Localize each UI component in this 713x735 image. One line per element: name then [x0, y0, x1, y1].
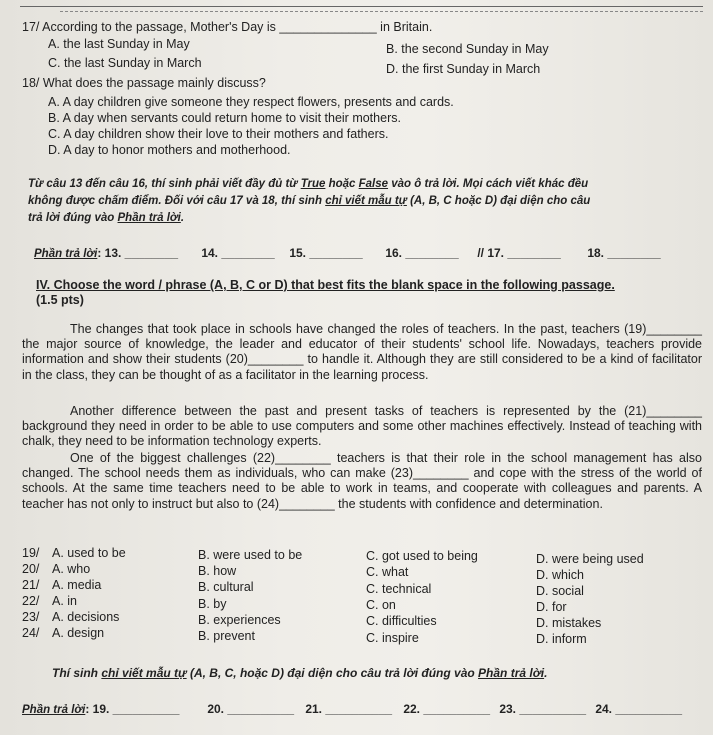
- instruction1-line2: không được chấm điểm. Đối với câu 17 và 18, thí sinh chỉ viết mẫu tự (A, B, C hoặc D) đại diện cho câu: [28, 195, 591, 207]
- answer-slot-19[interactable]: : 19. __________: [85, 702, 180, 716]
- option-num-20: 20/: [22, 562, 40, 576]
- instruction2: Thí sinh chỉ viết mẫu tự (A, B, C, hoặc D) đại diện cho câu trả lời đúng vào Phần trả lời.: [52, 666, 548, 680]
- answer-row-1: [34, 246, 661, 260]
- instruction1-line3: trả lời đúng vào Phần trả lời.: [28, 212, 185, 224]
- option-21-a: A. media: [52, 578, 102, 592]
- header-rule: [20, 6, 703, 7]
- q17-option-a: A. the last Sunday in May: [48, 37, 190, 51]
- passage-paragraph-3: One of the biggest challenges (22)________ teachers is that their role in the school management has also changed. The school needs them as individuals, who can make (23)________ and cope with the stress of the world of schools. At the same time teachers need to be able to work in teams, and cooperate with colleagues and parents. A teacher has not only to instruct but also to (24)________ the students with confidence and determination.: [22, 451, 702, 511]
- option-23-a: A. decisions: [52, 610, 120, 624]
- q17-option-d: D. the first Sunday in March: [386, 62, 541, 76]
- answer-row-1-label: Phần trả lời: [34, 248, 98, 260]
- option-24-b: B. prevent: [198, 629, 255, 643]
- option-24-d: D. inform: [536, 632, 587, 646]
- option-19-b: B. were used to be: [198, 548, 303, 562]
- answer-slot-16[interactable]: 16. ________: [385, 246, 459, 260]
- q17-option-c: C. the last Sunday in March: [48, 56, 202, 70]
- q18-option-b: B. A day when servants could return home to visit their mothers.: [48, 111, 401, 125]
- passage-paragraph-2: Another difference between the past and present tasks of teachers is represented by the (21)________ background they need in order to be able to use computers and some other machines effectively. Instead of teaching with chalk, they need to be information technology experts.: [22, 404, 702, 449]
- answer-row-2: [22, 702, 682, 716]
- q18-option-d: D. A day to honor mothers and motherhood.: [48, 143, 291, 157]
- answer-row-2-label: Phần trả lời: [22, 704, 86, 716]
- passage-paragraph-1: The changes that took place in schools have changed the roles of teachers. In the past, teachers (19)________ the major source of knowledge, the leader and educator of their students' school life. Nowadays, teachers provide information and show their students (20)________ to handle it. Although they are still considered to be a kind of facilitator in the class, they can be thought of as a facilitator in the learning process.: [22, 322, 702, 382]
- section-heading: IV. Choose the word / phrase (A, B, C or D) that best fits the blank space in the following passage.: [36, 278, 615, 292]
- option-num-21: 21/: [22, 578, 40, 592]
- option-num-23: 23/: [22, 610, 40, 624]
- header-dashed-rule: [60, 11, 703, 12]
- option-22-a: A. in: [52, 594, 78, 608]
- option-num-24: 24/: [22, 626, 40, 640]
- answer-slot-17[interactable]: // 17. ________: [477, 246, 561, 260]
- q18-stem: 18/ What does the passage mainly discuss?: [22, 76, 266, 90]
- q17-stem: 17/ According to the passage, Mother's Day is ______________ in Britain.: [22, 20, 433, 34]
- answer-slot-18[interactable]: 18. ________: [587, 246, 661, 260]
- option-23-c: C. difficulties: [366, 614, 437, 628]
- answer-slot-22[interactable]: 22. __________: [403, 702, 491, 716]
- option-num-19: 19/: [22, 546, 40, 560]
- option-21-b: B. cultural: [198, 580, 254, 594]
- q17-option-b: B. the second Sunday in May: [386, 42, 549, 56]
- answer-slot-15[interactable]: 15. ________: [289, 246, 363, 260]
- option-22-b: B. by: [198, 597, 227, 611]
- option-19-a: A. used to be: [52, 546, 126, 560]
- answer-slot-21[interactable]: 21. __________: [305, 702, 393, 716]
- option-20-b: B. how: [198, 564, 237, 578]
- option-19-d: D. were being used: [536, 552, 644, 566]
- option-22-d: D. for: [536, 600, 567, 614]
- option-23-d: D. mistakes: [536, 616, 602, 630]
- option-20-a: A. who: [52, 562, 91, 576]
- answer-slot-23[interactable]: 23. __________: [499, 702, 587, 716]
- option-19-c: C. got used to being: [366, 549, 478, 563]
- option-23-b: B. experiences: [198, 613, 281, 627]
- option-24-a: A. design: [52, 626, 105, 640]
- answer-slot-20[interactable]: 20. __________: [207, 702, 295, 716]
- section-points: (1.5 pts): [36, 293, 84, 307]
- option-21-d: D. social: [536, 584, 584, 598]
- option-20-d: D. which: [536, 568, 584, 582]
- q18-option-c: C. A day children show their love to their mothers and fathers.: [48, 127, 389, 141]
- option-22-c: C. on: [366, 598, 396, 612]
- q18-option-a: A. A day children give someone they respect flowers, presents and cards.: [48, 95, 454, 109]
- instruction1-line1: Từ câu 13 đến câu 16, thí sinh phải viết đầy đủ từ True hoặc False vào ô trả lời. Mọi cách viết khác đều: [28, 178, 589, 190]
- option-num-22: 22/: [22, 594, 40, 608]
- answer-slot-14[interactable]: 14. ________: [201, 246, 275, 260]
- answer-slot-24[interactable]: 24. __________: [595, 702, 683, 716]
- option-20-c: C. what: [366, 565, 409, 579]
- answer-slot-13[interactable]: : 13. ________: [97, 246, 179, 260]
- option-24-c: C. inspire: [366, 631, 419, 645]
- option-21-c: C. technical: [366, 582, 432, 596]
